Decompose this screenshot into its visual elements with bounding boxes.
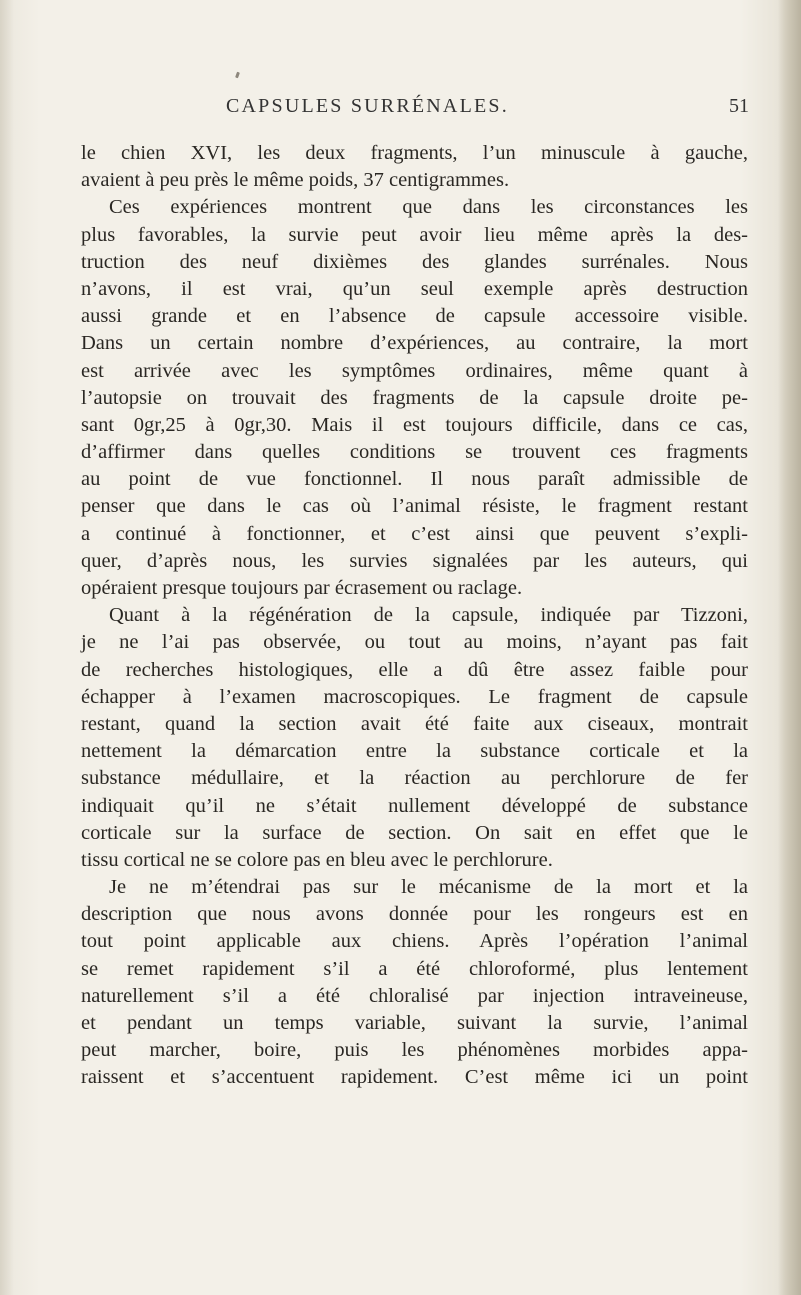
- text-line: indiquait qu’il ne s’était nullement développé de substance: [81, 794, 748, 817]
- text-line: tissu cortical ne se colore pas en bleu avec le perchlorure.: [81, 848, 553, 871]
- text-line: et pendant un temps variable, suivant la survie, l’animal: [81, 1012, 748, 1034]
- page-header: [0, 95, 801, 125]
- text-line: n’avons, il est vrai, qu’un seul exemple après destruction: [81, 277, 748, 300]
- text-line: plus favorables, la survie peut avoir lieu même après la des-: [81, 223, 748, 246]
- text-line: corticale sur la surface de section. On sait en effet que le: [81, 821, 748, 844]
- ink-speck: [235, 72, 240, 79]
- text-line: naturellement s’il a été chloralisé par injection intraveineuse,: [81, 984, 748, 1007]
- text-line: je ne l’ai pas observée, ou tout au moins, n’ayant pas fait: [81, 631, 748, 654]
- text-line: Quant à la régénération de la capsule, indiquée par Tizzoni,: [109, 604, 748, 627]
- text-line: le chien XVI, les deux fragments, l’un minuscule à gauche,: [81, 142, 748, 164]
- text-line: opéraient presque toujours par écrasement ou raclage.: [81, 577, 523, 599]
- page-number: 51: [729, 95, 749, 117]
- text-line: truction des neuf dixièmes des glandes surrénales. Nous: [81, 250, 748, 273]
- text-line: sant 0gr,25 à 0gr,30. Mais il est toujours difficile, dans ce cas,: [81, 413, 748, 436]
- text-line: échapper à l’examen macroscopiques. Le fragment de capsule: [81, 685, 748, 708]
- text-line: penser que dans le cas où l’animal résiste, le fragment restant: [81, 495, 748, 518]
- text-line: se remet rapidement s’il a été chloroformé, plus lentement: [81, 957, 748, 980]
- text-line: au point de vue fonctionnel. Il nous paraît admissible de: [81, 468, 748, 491]
- text-line: Ces expériences montrent que dans les circonstances les: [109, 196, 748, 219]
- running-title: CAPSULES SURRÉNALES.: [226, 95, 509, 117]
- page-gutter-shadow: [0, 0, 14, 1295]
- text-line: substance médullaire, et la réaction au perchlorure de fer: [81, 767, 748, 790]
- text-line: Dans un certain nombre d’expériences, au contraire, la mort: [81, 332, 748, 355]
- text-line: restant, quand la section avait été faite aux ciseaux, montrait: [81, 712, 748, 735]
- text-line: l’autopsie on trouvait des fragments de la capsule droite pe-: [81, 386, 748, 409]
- text-line: quer, d’après nous, les survies signalées par les auteurs, qui: [81, 549, 748, 572]
- text-line: aussi grande et en l’absence de capsule accessoire visible.: [81, 305, 748, 328]
- text-line: est arrivée avec les symptômes ordinaires, même quant à: [81, 359, 748, 382]
- text-line: de recherches histologiques, elle a dû être assez faible pour: [81, 658, 748, 681]
- text-line: d’affirmer dans quelles conditions se trouvent ces fragments: [81, 441, 748, 464]
- page-right-edge: [778, 0, 801, 1295]
- text-line: Je ne m’étendrai pas sur le mécanisme de la mort et la: [109, 876, 748, 899]
- text-line: peut marcher, boire, puis les phénomènes morbides appa-: [81, 1039, 748, 1062]
- text-line: raissent et s’accentuent rapidement. C’est même ici un point: [81, 1066, 748, 1089]
- text-line: a continué à fonctionner, et c’est ainsi que peuvent s’expli-: [81, 522, 748, 545]
- text-line: avaient à peu près le même poids, 37 centigrammes.: [81, 169, 510, 192]
- body-text: [81, 140, 748, 1092]
- text-line: tout point applicable aux chiens. Après l’opération l’animal: [81, 930, 748, 953]
- text-line: nettement la démarcation entre la substance corticale et la: [81, 740, 748, 763]
- text-line: description que nous avons donnée pour les rongeurs est en: [81, 903, 748, 926]
